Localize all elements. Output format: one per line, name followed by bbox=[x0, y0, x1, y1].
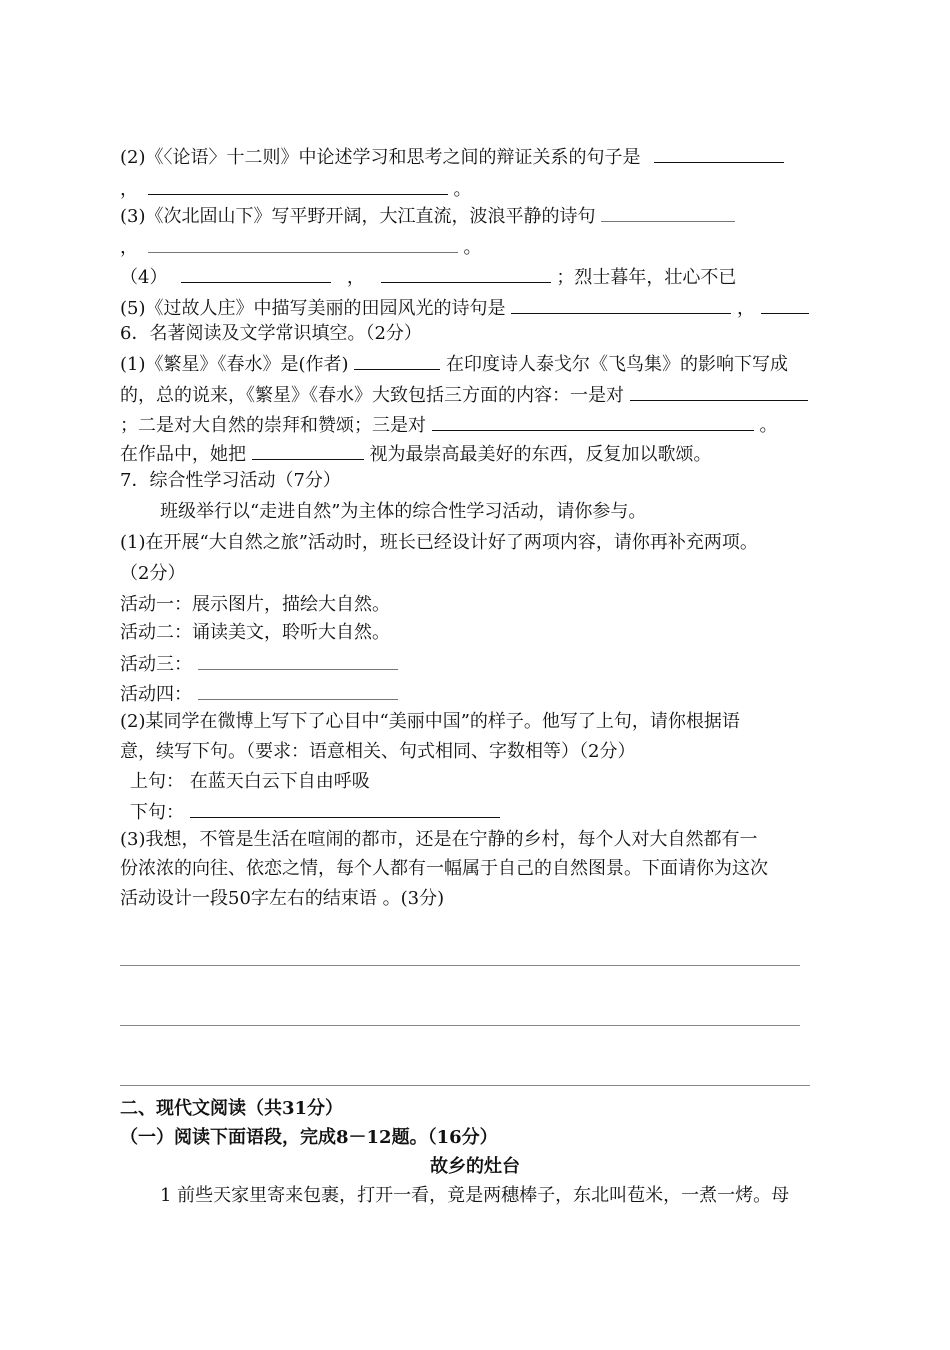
answer-line-3[interactable] bbox=[120, 1085, 810, 1086]
q3-text: (3)《次北固山下》写平野开阔，大江直流，波浪平静的诗句 bbox=[120, 206, 596, 227]
q4-number: （4） bbox=[120, 267, 168, 288]
s6-l1a: (1)《繁星》《春水》是(作者) bbox=[120, 354, 349, 375]
s6-l3b: 。 bbox=[759, 415, 778, 436]
activity-4-label: 活动四： bbox=[120, 684, 192, 705]
s7-q1: (1)在开展“大自然之旅”活动时，班长已经设计好了两项内容，请你再补充两项。 bbox=[120, 532, 758, 553]
upper-sentence: 上句： 在蓝天白云下自由呼吸 bbox=[130, 771, 370, 792]
activity-3-blank[interactable] bbox=[198, 651, 398, 670]
content-answer-blank-1[interactable] bbox=[630, 382, 808, 401]
part2-heading: 二、现代文阅读（共31分） bbox=[120, 1098, 344, 1119]
q2-period: 。 bbox=[453, 179, 472, 200]
q4-suffix: ；烈士暮年，壮心不已 bbox=[556, 267, 737, 288]
s7-q3-line3: 活动设计一段50字左右的结束语 。(3分) bbox=[120, 888, 445, 909]
s6-line3 bbox=[120, 412, 777, 438]
s6-l3a: ；二是对大自然的崇拜和赞颂；三是对 bbox=[120, 415, 426, 436]
s6-l4a: 在作品中，她把 bbox=[120, 444, 246, 465]
q5-line bbox=[120, 295, 809, 321]
activity-2: 活动二：诵读美文，聆听大自然。 bbox=[120, 622, 390, 643]
s6-l1b: 在印度诗人泰戈尔《飞鸟集》的影响下写成 bbox=[446, 354, 789, 375]
s7-q2-line2: 意，续写下句。（要求：语意相关、句式相同、字数相等）（2分） bbox=[120, 741, 636, 762]
q2-line1 bbox=[120, 144, 784, 170]
q5-text: (5)《过故人庄》中描写美丽的田园风光的诗句是 bbox=[120, 298, 506, 319]
s6-heading: 6．名著阅读及文学常识填空。（2分） bbox=[120, 323, 422, 344]
s7-q1-score: （2分） bbox=[120, 563, 186, 584]
content-answer-blank-2[interactable] bbox=[432, 412, 754, 431]
q2-comma: ， bbox=[120, 179, 138, 200]
q3-line1 bbox=[120, 203, 735, 229]
s6-l2: 的，总的说来，《繁星》《春水》大致包括三方面的内容：一是对 bbox=[120, 385, 624, 406]
q2-text: (2)《〈论语〉十二则》中论述学习和思考之间的辩证关系的句子是 bbox=[120, 147, 641, 168]
q4-answer-blank-1[interactable] bbox=[181, 264, 331, 283]
activity-3-label: 活动三： bbox=[120, 654, 192, 675]
essay-paragraph-1: 1 前些天家里寄来包裹，打开一看，竟是两穗棒子，东北叫苞米，一煮一烤。母 bbox=[160, 1185, 790, 1206]
q5-answer-blank-1[interactable] bbox=[511, 295, 731, 314]
q4-answer-blank-2[interactable] bbox=[381, 264, 551, 283]
q4-line bbox=[120, 264, 736, 290]
q2-answer-blank-1[interactable] bbox=[654, 144, 784, 163]
s7-q3-line2: 份浓浓的向往、依恋之情，每个人都有一幅属于自己的自然图景。下面请你为这次 bbox=[120, 858, 768, 879]
s7-heading: 7．综合性学习活动（7分） bbox=[120, 470, 341, 491]
essay-title: 故乡的灶台 bbox=[430, 1156, 520, 1177]
q2-line2 bbox=[120, 176, 471, 202]
s6-line4 bbox=[120, 441, 711, 467]
lower-sentence-line bbox=[130, 799, 500, 825]
q4-comma: ， bbox=[346, 267, 365, 288]
q3-line2 bbox=[120, 234, 481, 260]
s7-q2-line1: (2)某同学在微博上写下了心目中“美丽中国”的样子。他写了上句，请你根据语 bbox=[120, 711, 740, 732]
answer-line-1[interactable] bbox=[120, 965, 800, 966]
s6-l4b: 视为最崇高最美好的东西，反复加以歌颂。 bbox=[369, 444, 712, 465]
part2-subheading: （一）阅读下面语段，完成8－12题。（16分） bbox=[120, 1127, 498, 1148]
s6-line1 bbox=[120, 351, 788, 377]
lower-label: 下句： bbox=[130, 802, 184, 823]
q5-answer-blank-2[interactable] bbox=[761, 295, 809, 314]
activity-4-line bbox=[120, 681, 398, 707]
lower-sentence-blank[interactable] bbox=[190, 799, 500, 818]
q3-period: 。 bbox=[463, 237, 482, 258]
s7-q3-line1: (3)我想，不管是生活在喧闹的都市，还是在宁静的乡村，每个人对大自然都有一 bbox=[120, 829, 758, 850]
activity-1: 活动一：展示图片，描绘大自然。 bbox=[120, 594, 390, 615]
answer-line-2[interactable] bbox=[120, 1025, 800, 1026]
q3-answer-blank-1[interactable] bbox=[601, 203, 735, 222]
q5-comma: ， bbox=[736, 298, 755, 319]
q3-comma: ， bbox=[120, 237, 138, 258]
activity-3-line bbox=[120, 651, 398, 677]
q2-answer-blank-2[interactable] bbox=[148, 176, 448, 195]
s6-line2 bbox=[120, 382, 808, 408]
author-answer-blank[interactable] bbox=[354, 351, 440, 370]
activity-4-blank[interactable] bbox=[198, 681, 398, 700]
q3-answer-blank-2[interactable] bbox=[148, 234, 458, 253]
s7-intro: 班级举行以“走进自然”为主体的综合性学习活动，请你参与。 bbox=[160, 501, 647, 522]
subject-answer-blank[interactable] bbox=[252, 441, 364, 460]
